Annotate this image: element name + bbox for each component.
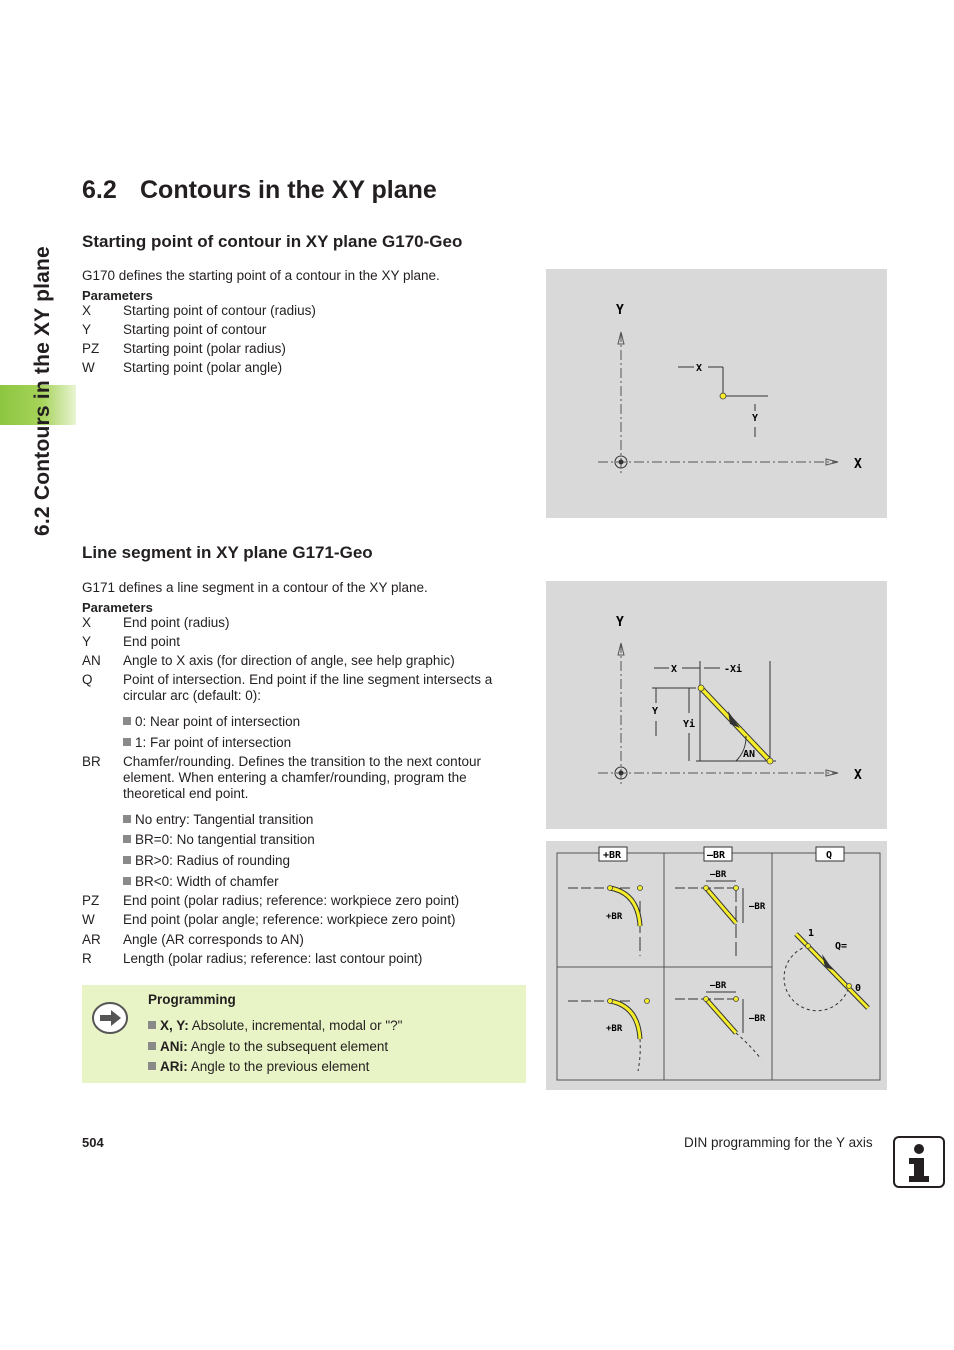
bullet-square-icon xyxy=(148,1062,156,1070)
programming-note xyxy=(82,985,526,1083)
list-item-text: BR=0: No tangential transition xyxy=(135,832,315,847)
dim-y-label: Y xyxy=(752,413,759,424)
param-desc: Length (polar radius; reference: last contour point) xyxy=(123,951,423,966)
page-number: 504 xyxy=(82,1135,104,1150)
dim-yi-label: Yi xyxy=(683,719,696,730)
term: ANi: xyxy=(160,1039,188,1054)
bullet-square-icon xyxy=(148,1021,156,1029)
param-desc: Starting point of contour (radius) xyxy=(123,303,316,318)
param-desc: End point (polar angle; reference: workpiece zero point) xyxy=(123,912,456,927)
param-desc: Chamfer/rounding. Defines the transition to the next contour element. When entering a chamfer/rounding, program the theoretical end point. xyxy=(123,754,481,801)
g171-heading: Line segment in XY plane G171-Geo xyxy=(82,543,373,562)
list-item xyxy=(148,1018,402,1033)
start-point xyxy=(720,393,726,399)
term: X, Y: xyxy=(160,1018,189,1033)
g170-params-label: Parameters xyxy=(82,288,153,303)
q-one-label: 1 xyxy=(808,928,815,939)
param-key: W xyxy=(82,912,95,927)
param-key: W xyxy=(82,360,95,375)
param-key: Y xyxy=(82,634,92,649)
param-key: Y xyxy=(82,322,92,337)
q-eq-label: Q= xyxy=(835,941,848,952)
param-desc: Starting point (polar radius) xyxy=(123,341,286,356)
list-item xyxy=(123,874,279,890)
dim-xi-label: -Xi xyxy=(724,664,743,675)
neg-br-label: –BR xyxy=(749,1014,766,1024)
dim-y-label: Y xyxy=(652,706,659,717)
param-key: X xyxy=(82,615,92,630)
param-desc: Point of intersection. End point if the line segment intersects a circular arc (default: 0): xyxy=(123,672,493,703)
param-desc: End point (radius) xyxy=(123,615,230,630)
programming-title: Programming xyxy=(148,992,236,1007)
g170-intro: G170 defines the starting point of a contour in the XY plane. xyxy=(82,268,440,283)
axis-x-label: X xyxy=(854,768,862,783)
neg-br-label: –BR xyxy=(749,902,766,912)
footer-chapter: DIN programming for the Y axis xyxy=(684,1135,873,1150)
list-item xyxy=(123,714,300,730)
param-key: BR xyxy=(82,754,101,769)
list-item-text: No entry: Tangential transition xyxy=(135,812,314,827)
tab-neg-br: –BR xyxy=(707,850,726,861)
section-number: 6.2 xyxy=(82,176,117,204)
g171-intro: G171 defines a line segment in a contour of the XY plane. xyxy=(82,580,428,595)
neg-br-label: –BR xyxy=(710,981,727,991)
neg-br-label: –BR xyxy=(710,870,727,880)
list-item xyxy=(123,853,290,869)
angle-label: AN xyxy=(743,749,756,760)
axis-y-label: Y xyxy=(616,303,624,318)
list-item-text: BR<0: Width of chamfer xyxy=(135,874,279,889)
br-q-help-graphic xyxy=(546,841,887,1090)
pos-br-label: +BR xyxy=(606,1024,623,1034)
bullet-square-icon xyxy=(123,815,131,823)
param-key: R xyxy=(82,951,92,966)
side-tab-label: 6.2 Contours in the XY plane xyxy=(31,246,54,536)
param-desc: Angle (AR corresponds to AN) xyxy=(123,932,304,947)
bullet-square-icon xyxy=(123,738,131,746)
arrow-right-icon xyxy=(91,1001,129,1035)
term-desc: Angle to the subsequent element xyxy=(190,1039,389,1054)
tab-pos-br: +BR xyxy=(603,850,622,861)
param-key: PZ xyxy=(82,341,100,356)
term-desc: Angle to the previous element xyxy=(190,1059,370,1074)
section-title: Contours in the XY plane xyxy=(140,176,437,204)
param-desc: Angle to X axis (for direction of angle, see help graphic) xyxy=(123,653,455,668)
bullet-square-icon xyxy=(123,717,131,725)
dim-x-label: X xyxy=(696,363,703,374)
tab-q: Q xyxy=(826,850,833,861)
bullet-square-icon xyxy=(123,877,131,885)
param-desc: Starting point of contour xyxy=(123,322,267,337)
list-item xyxy=(123,735,291,751)
param-desc: End point (polar radius; reference: workpiece zero point) xyxy=(123,893,460,908)
bullet-square-icon xyxy=(123,835,131,843)
info-icon xyxy=(893,1136,945,1188)
dim-x-label: X xyxy=(671,664,678,675)
axis-x-label: X xyxy=(854,457,862,472)
section-heading xyxy=(82,176,437,205)
param-key: AR xyxy=(82,932,101,947)
list-item-text: 0: Near point of intersection xyxy=(135,714,301,729)
param-key: PZ xyxy=(82,893,100,908)
list-item xyxy=(123,832,315,848)
param-desc: End point xyxy=(123,634,181,649)
param-key: AN xyxy=(82,653,101,668)
q-zero-label: 0 xyxy=(855,983,862,994)
list-item xyxy=(148,1059,369,1074)
pos-br-label: +BR xyxy=(606,912,623,922)
list-item-text: BR>0: Radius of rounding xyxy=(135,853,290,868)
bullet-square-icon xyxy=(148,1042,156,1050)
term: ARi: xyxy=(160,1059,188,1074)
param-desc: Starting point (polar angle) xyxy=(123,360,283,375)
axis-y-label: Y xyxy=(616,615,624,630)
param-key: X xyxy=(82,303,92,318)
list-item xyxy=(123,812,313,828)
g171-help-graphic xyxy=(546,581,887,829)
g170-heading: Starting point of contour in XY plane G170-Geo xyxy=(82,232,463,251)
list-item xyxy=(148,1039,388,1054)
list-item-text: 1: Far point of intersection xyxy=(135,735,292,750)
g170-help-graphic xyxy=(546,269,887,518)
g171-params-label: Parameters xyxy=(82,600,153,615)
param-key: Q xyxy=(82,672,93,687)
bullet-square-icon xyxy=(123,856,131,864)
term-desc: Absolute, incremental, modal or "?" xyxy=(191,1018,403,1033)
